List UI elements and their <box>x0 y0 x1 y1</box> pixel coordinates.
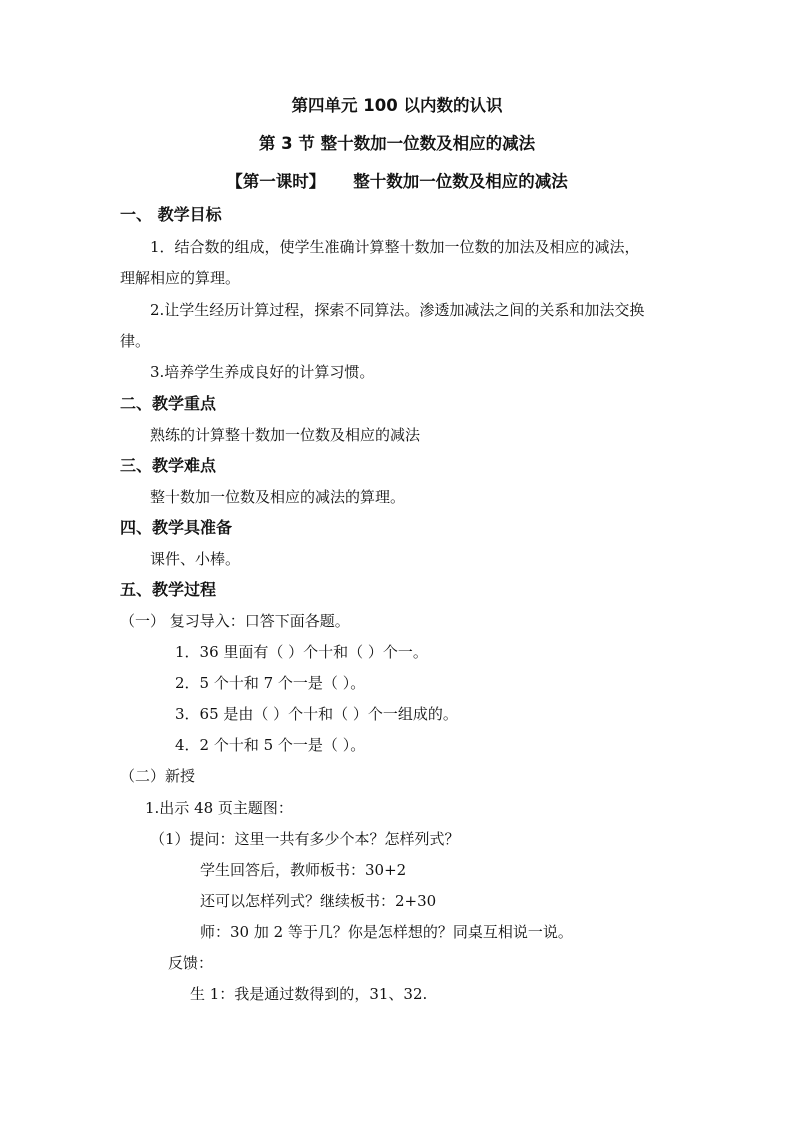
student-1-answer: 生 1：我是通过数得到的，31、32. <box>190 985 428 1003</box>
review-question-4: 4．2 个十和 5 个一是（ ）。 <box>175 736 366 754</box>
key-points-text: 熟练的计算整十数加一位数及相应的减法 <box>150 426 421 444</box>
step-1-answer-3: 师：30 加 2 等于几？你是怎样想的？同桌互相说一说。 <box>200 923 573 941</box>
difficulties-text: 整十数加一位数及相应的减法的算理。 <box>150 488 406 506</box>
feedback-label: 反馈： <box>168 954 214 972</box>
step-1-answer-1: 学生回答后，教师板书：30+2 <box>200 861 407 879</box>
materials-heading: 四、教学具准备 <box>120 518 233 537</box>
lesson-bracket: 【第一课时】 <box>226 172 326 191</box>
goal-2-line-2: 律。 <box>120 332 151 350</box>
lesson-name: 整十数加一位数及相应的减法 <box>353 172 568 191</box>
goal-1-line-1: 1．结合数的组成，使学生准确计算整十数加一位数的加法及相应的减法， <box>150 238 640 256</box>
review-heading: （一） 复习导入：口答下面各题。 <box>120 612 350 630</box>
process-heading: 五、教学过程 <box>120 580 217 599</box>
goal-1-line-2: 理解相应的算理。 <box>120 269 241 287</box>
materials-text: 课件、小棒。 <box>150 550 241 568</box>
lesson-title <box>0 172 794 192</box>
section-title: 第 3 节 整十数加一位数及相应的减法 <box>258 134 536 153</box>
unit-title: 第四单元 100 以内数的认识 <box>291 96 503 115</box>
goal-2-line-1: 2.让学生经历计算过程，探索不同算法。渗透加减法之间的关系和加法交换 <box>150 301 645 319</box>
step-1: 1.出示 48 页主题图： <box>145 799 293 817</box>
review-question-3: 3．65 是由（ ）个十和（ ）个一组成的。 <box>175 705 458 723</box>
step-1-question: （1）提问：这里一共有多少个本？怎样列式？ <box>150 830 460 848</box>
difficulties-heading: 三、教学难点 <box>120 456 217 475</box>
goal-3: 3.培养学生养成良好的计算习惯。 <box>150 363 375 381</box>
key-points-heading: 二、教学重点 <box>120 394 217 413</box>
review-question-1: 1．36 里面有（ ）个十和（ ）个一。 <box>175 643 428 661</box>
new-lesson-heading: （二）新授 <box>120 767 196 785</box>
step-1-answer-2: 还可以怎样列式？继续板书：2+30 <box>200 892 437 910</box>
goals-heading: 一、 教学目标 <box>120 205 222 224</box>
review-question-2: 2．5 个十和 7 个一是（ ）。 <box>175 674 366 692</box>
